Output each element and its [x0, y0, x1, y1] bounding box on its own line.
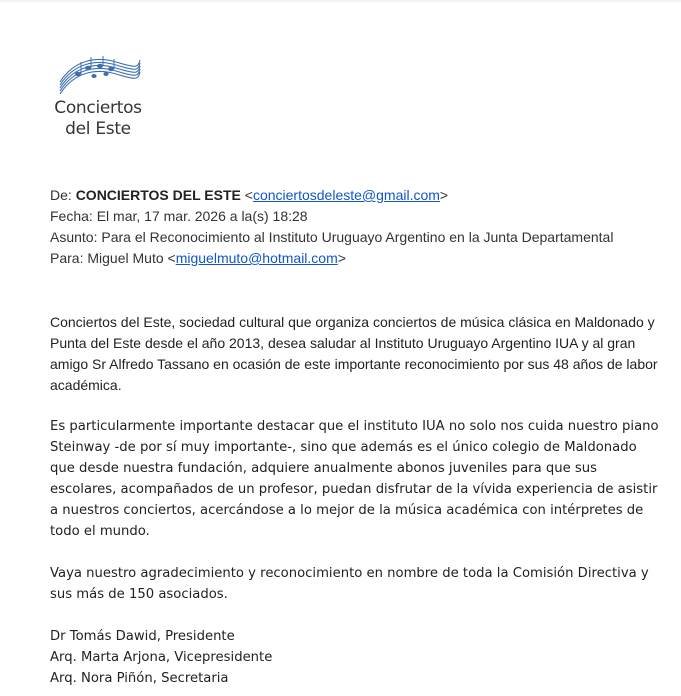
music-staff-logo-icon — [56, 52, 142, 96]
email-header — [50, 185, 650, 269]
signature-line: Arq. Marta Arjona, Vicepresidente — [50, 650, 273, 665]
to-email-link[interactable]: miguelmuto@hotmail.com — [175, 250, 338, 266]
to-row: Para: Miguel Muto <miguelmuto@hotmail.com> — [50, 250, 346, 266]
signature-line: Dr Tomás Dawid, Presidente — [50, 629, 235, 644]
subject-row — [50, 227, 650, 248]
logo-line-2: del Este — [65, 119, 131, 139]
logo-line-1: Conciertos — [54, 98, 142, 118]
subject-value: Para el Reconocimiento al Instituto Uruguayo Argentino en la Junta Departamental — [101, 229, 614, 245]
top-divider — [0, 0, 681, 2]
to-name: Miguel Muto — [87, 250, 164, 266]
date-label: Fecha: — [50, 208, 93, 224]
from-email-link[interactable]: conciertosdeleste@gmail.com — [252, 187, 440, 203]
date-row — [50, 206, 650, 227]
from-row: De: CONCIERTOS DEL ESTE <conciertosdeleste@gmail.com> — [50, 187, 449, 203]
body-paragraph-1: Conciertos del Este, sociedad cultural que organiza conciertos de música clásica en Maldonado y Punta del Este desde el año 2013, desea saludar al Instituto Uruguayo Argentino IUA y al gran amigo Sr Alfredo Tassano en ocasión de este importante reconocimiento por sus 48 años de labor académica. — [50, 314, 658, 393]
from-label: De: — [50, 187, 72, 203]
body-paragraph-3: Vaya nuestro agradecimiento y reconocimiento en nombre de toda la Comisión Directiva y sus más de 150 asociados. — [50, 566, 649, 602]
signature-block — [50, 626, 662, 689]
body-paragraph-2: Es particularmente importante destacar que el instituto IUA no solo nos cuida nuestro piano Steinway -de por sí muy importante-, sino que además es el único colegio de Maldonado que desde nuestra fundación, adquiere anualmente abonos juveniles para que sus escolares, acompañados de un profesor, puedan disfrutar de la vívida experiencia de asistir a nuestros conciertos, acercándose a lo mejor de la música académica con intérpretes de todo el mundo. — [50, 419, 659, 539]
subject-label: Asunto: — [50, 229, 98, 245]
to-label: Para: — [50, 250, 84, 266]
from-name: CONCIERTOS DEL ESTE — [75, 187, 241, 203]
email-body — [50, 312, 662, 689]
date-value: El mar, 17 mar. 2026 a la(s) 18:28 — [96, 208, 308, 224]
conciertos-del-este-logo — [52, 52, 144, 148]
signature-line: Arq. Nora Piñón, Secretaria — [50, 671, 229, 686]
